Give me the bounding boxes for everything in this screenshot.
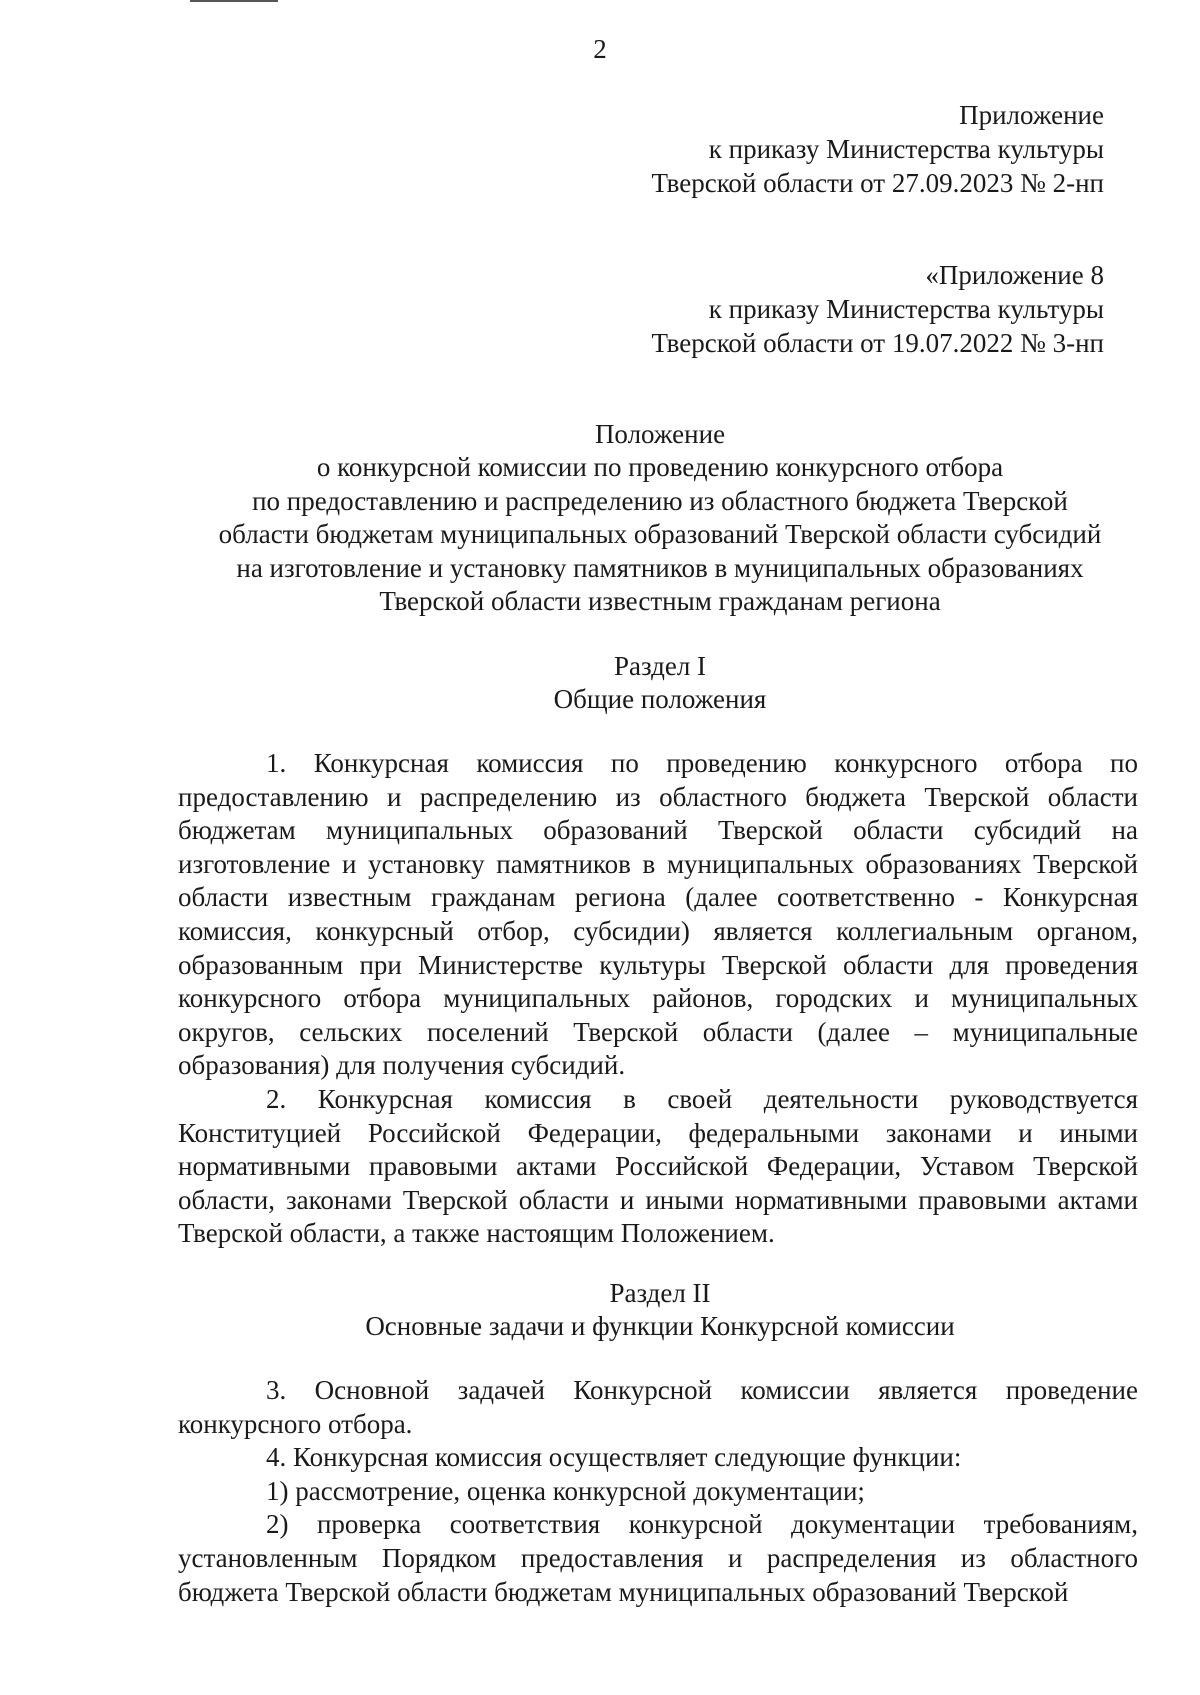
- appendix-original-line2: к приказу Министерства культуры: [708, 294, 1104, 324]
- appendix-original-header: [651, 258, 1104, 360]
- appendix-current-line1: Приложение: [959, 100, 1104, 130]
- document-title: [130, 418, 1190, 618]
- title-line2: о конкурсной комиссии по проведению конкурсного отбора: [316, 452, 1004, 483]
- top-rule: [190, 0, 278, 2]
- section-2-body: [178, 1374, 1138, 1609]
- appendix-original-line1: «Приложение 8: [925, 260, 1104, 290]
- appendix-original-line3: Тверской области от 19.07.2022 № 3-нп: [651, 328, 1104, 358]
- title-line4: области бюджетам муниципальных образований Тверской области субсидий: [218, 519, 1102, 550]
- section-2-label: Раздел II: [609, 1278, 711, 1308]
- section-1-title: Общие положения: [553, 684, 767, 714]
- paragraph-4: 4. Конкурсная комиссия осуществляет следующие функции:: [266, 1442, 962, 1473]
- section-1-body: [178, 747, 1138, 1251]
- paragraph-1: 1. Конкурсная комиссия по проведению конкурсного отбора по предоставлению и распределению из областного бюджета Тверской области бюджетам муниципальных образований Тверской области субсидий на изготовление и установку памятников в муниципальных образованиях Тверской области известным гражданам региона (далее соответственно - Конкурсная комиссия, конкурсный отбор, субсидии) является коллегиальным органом, образованным при Министерстве культуры Тверской области для проведения конкурсного отбора муниципальных районов, городских и муниципальных округов, сельских поселений Тверской области (далее – муниципальные образования) для получения субсидий.: [178, 748, 1138, 1081]
- page-number: 2: [593, 34, 607, 64]
- list-item-1: 1) рассмотрение, оценка конкурсной документации;: [266, 1475, 865, 1506]
- list-item-2: 2) проверка соответствия конкурсной документации требованиям, установленным Порядком предоставления и распределения из областного бюджета Тверской области бюджетам муниципальных образований Тверской: [178, 1509, 1138, 1607]
- appendix-current-line3: Тверской области от 27.09.2023 № 2-нп: [651, 168, 1104, 198]
- paragraph-2: 2. Конкурсная комиссия в своей деятельности руководствуется Конституцией Российской Федерации, федеральными законами и иными нормативными правовыми актами Российской Федерации, Уставом Тверской области, законами Тверской области и иными нормативными правовыми актами Тверской области, а также настоящим Положением.: [178, 1083, 1138, 1249]
- section-1-heading: [130, 650, 1190, 716]
- appendix-current-header: [651, 98, 1104, 200]
- section-2-title: Основные задачи и функции Конкурсной комиссии: [365, 1311, 955, 1341]
- section-1-label: Раздел I: [613, 651, 707, 681]
- title-line5: на изготовление и установку памятников в муниципальных образованиях: [236, 552, 1084, 583]
- appendix-current-line2: к приказу Министерства культуры: [708, 134, 1104, 164]
- title-line3: по предоставлению и распределению из областного бюджета Тверской: [252, 485, 1068, 516]
- title-line6: Тверской области известным гражданам региона: [379, 586, 941, 617]
- title-line1: Положение: [594, 419, 726, 449]
- paragraph-3: 3. Основной задачей Конкурсной комиссии является проведение конкурсного отбора.: [178, 1375, 1138, 1439]
- section-2-heading: [130, 1277, 1190, 1343]
